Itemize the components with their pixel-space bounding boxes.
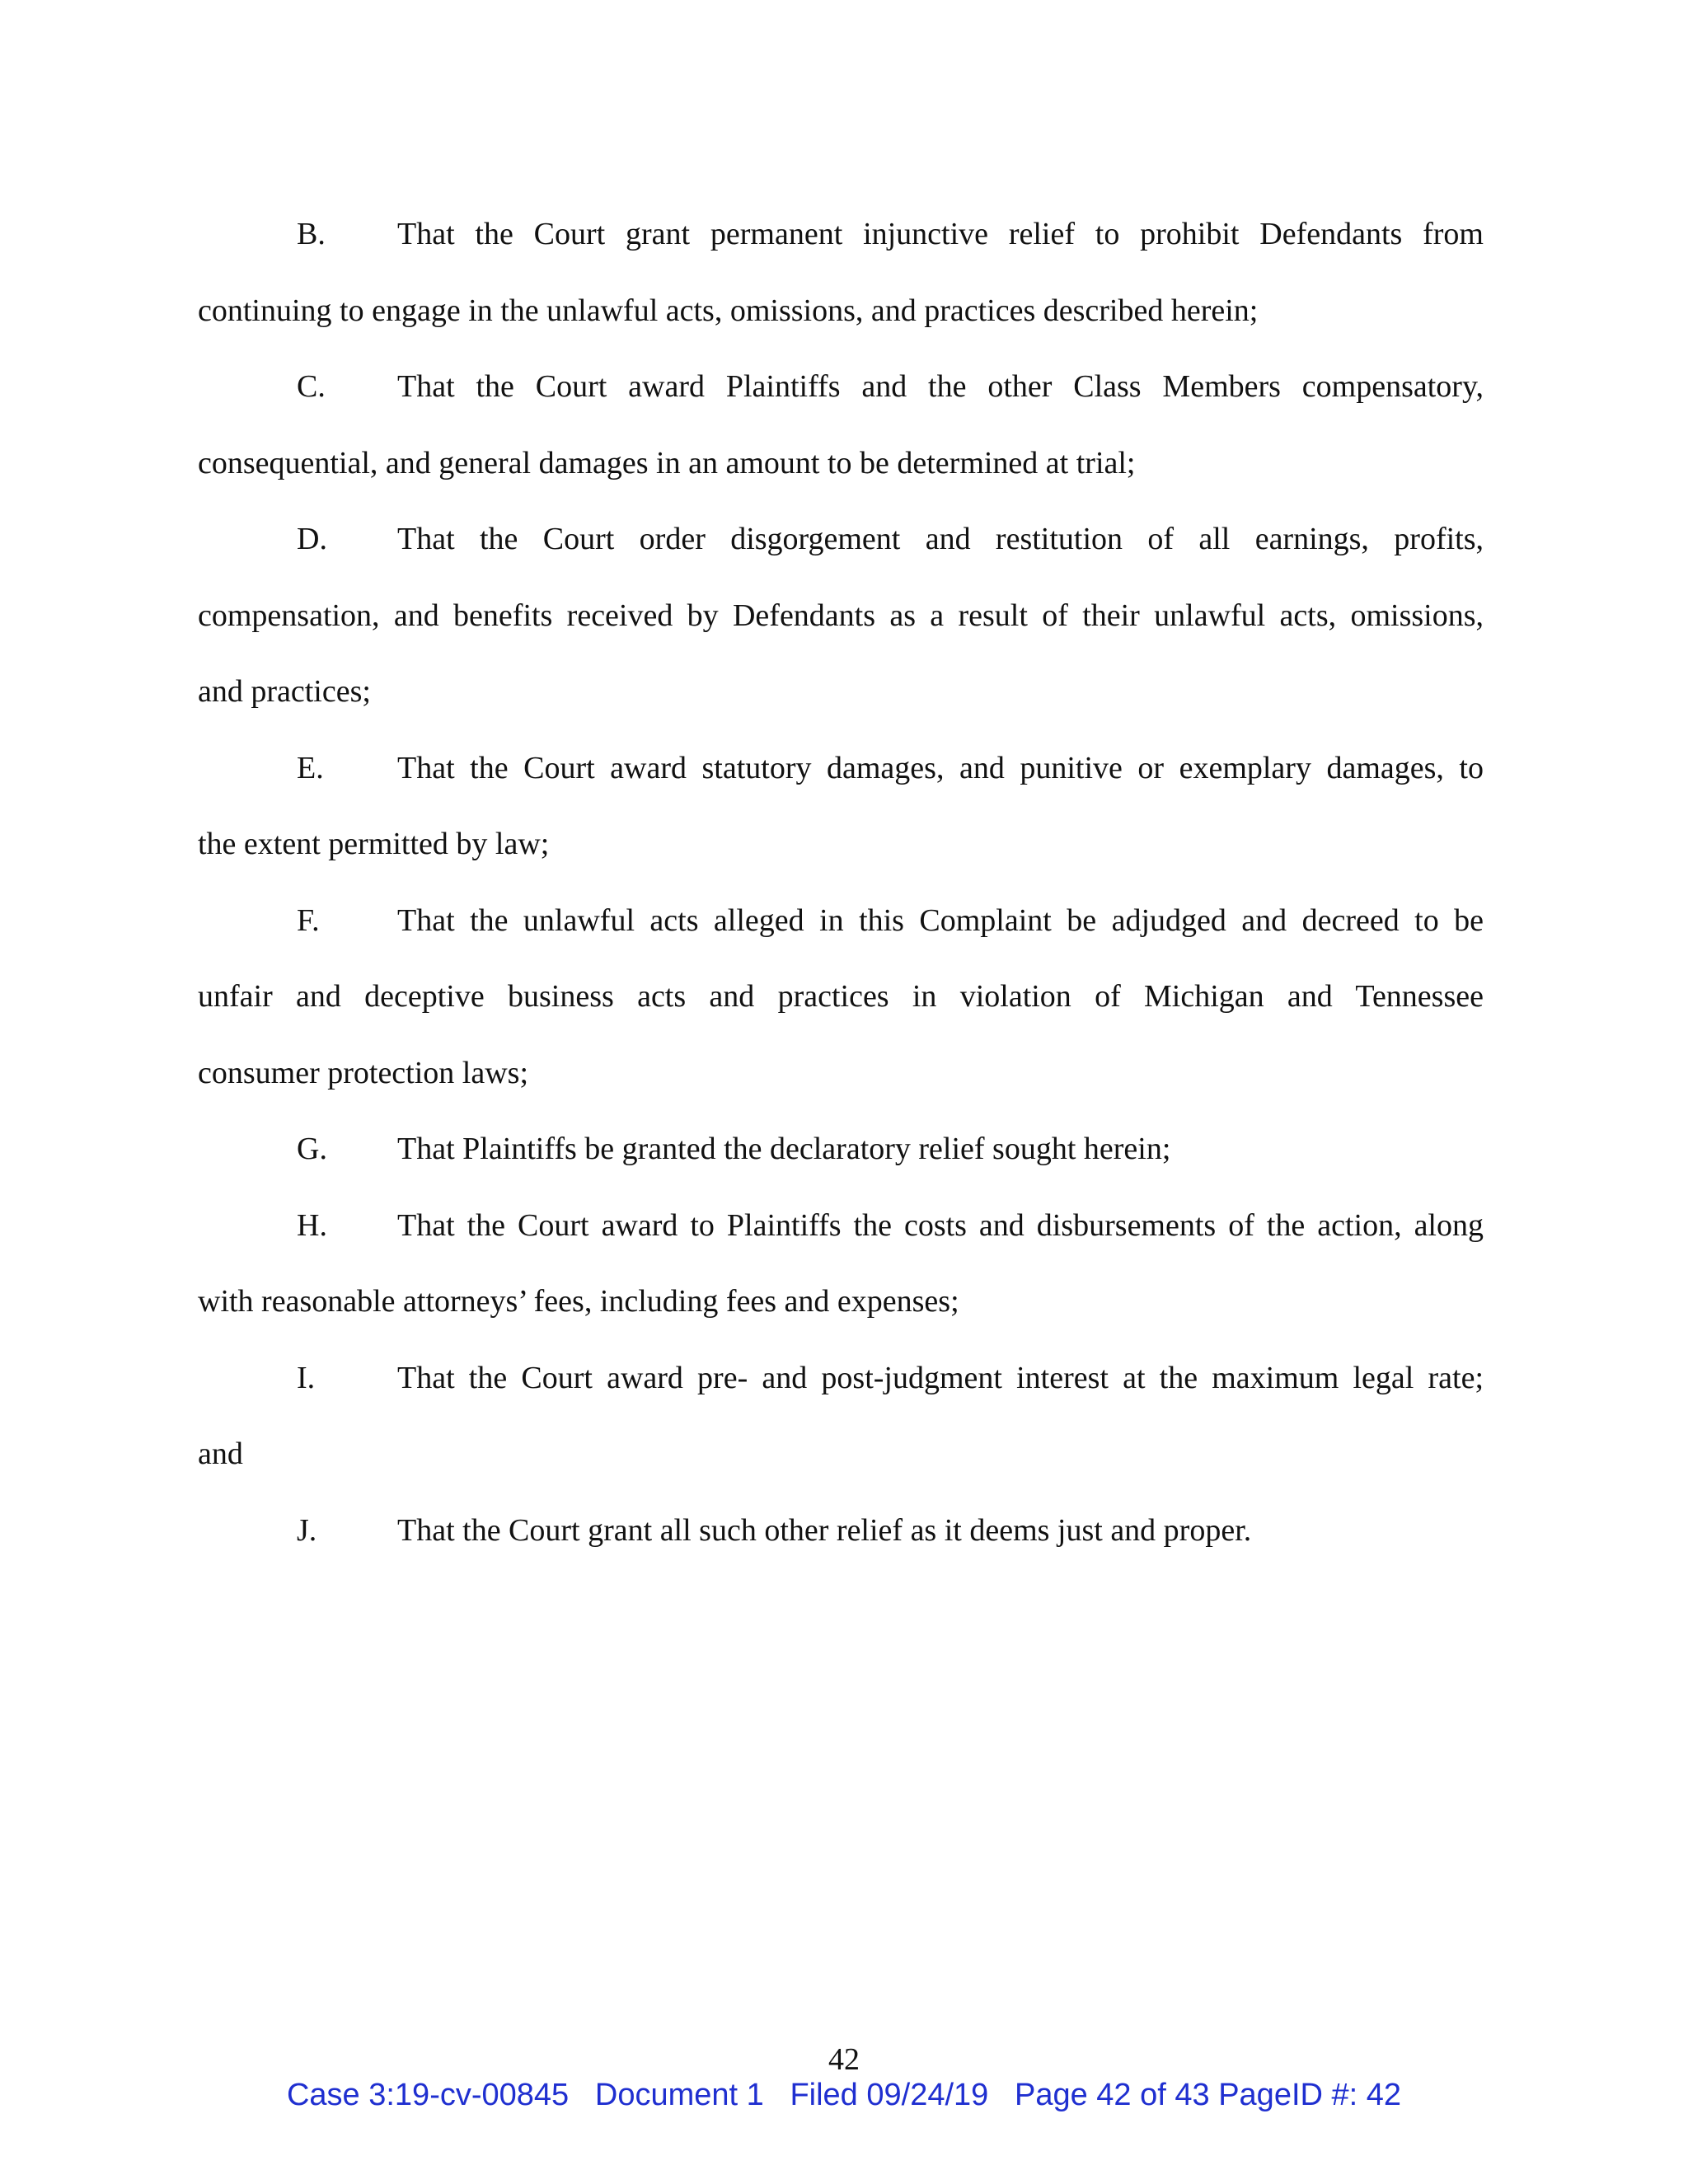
relief-item-continuation-line: continuing to engage in the unlawful acts, omissions, and practices described herein; (198, 293, 1259, 328)
relief-item-text: That Plaintiffs be granted the declaratory relief sought herein; (397, 1132, 1171, 1166)
relief-item (198, 1111, 1484, 1188)
stamp-page-count: Page 42 of 43 (1014, 2078, 1210, 2112)
relief-item-text: That the Court grant permanent injunctive relief to prohibit Defendants from (397, 217, 1484, 251)
stamp-filed-date: Filed 09/24/19 (790, 2078, 989, 2112)
relief-item-first-line (198, 730, 1484, 807)
relief-item-first-line (198, 1111, 1484, 1188)
relief-item-continuation-line: and practices; (198, 674, 371, 709)
relief-item (198, 883, 1484, 1112)
relief-item-continuation-line: with reasonable attorneys’ fees, including fees and expenses; (198, 1284, 959, 1319)
relief-item-first-line (198, 1340, 1484, 1417)
relief-item-text: That the Court award to Plaintiffs the costs and disbursements of the action, along (397, 1207, 1484, 1243)
relief-item (198, 501, 1484, 730)
relief-item-continuation (198, 806, 1484, 883)
relief-item-continuation-line: compensation, and benefits received by Defendants as a result of their unlawful acts, omissions, (198, 598, 1484, 633)
relief-item-marker: D. (297, 522, 327, 556)
relief-item-marker: I. (297, 1360, 316, 1395)
relief-item-text: That the Court award statutory damages, and punitive or exemplary damages, to (397, 750, 1484, 785)
relief-item-marker: J. (297, 1512, 317, 1548)
relief-item-continuation-line: unfair and deceptive business acts and practices in violation of Michigan and Tennessee (198, 979, 1484, 1014)
relief-item-marker: F. (297, 902, 320, 938)
relief-item-first-line (198, 1493, 1484, 1569)
court-filing-stamp (0, 2078, 1688, 2113)
relief-item (198, 196, 1484, 349)
relief-item-continuation-line: consumer protection laws; (198, 1055, 529, 1090)
relief-item-marker: C. (297, 369, 326, 404)
relief-item-text: That the unlawful acts alleged in this Complaint be adjudged and decreed to be (397, 902, 1484, 938)
relief-item-continuation (198, 1263, 1484, 1340)
relief-item-marker: H. (297, 1207, 327, 1243)
relief-item-continuation-line: consequential, and general damages in an amount to be determined at trial; (198, 445, 1136, 480)
relief-item-continuation (198, 273, 1484, 349)
relief-item (198, 730, 1484, 883)
relief-item (198, 1340, 1484, 1493)
relief-item-marker: B. (297, 217, 326, 251)
relief-item (198, 1493, 1484, 1569)
relief-item-first-line (198, 1188, 1484, 1264)
relief-item-continuation (198, 425, 1484, 502)
relief-item-marker: E. (297, 750, 324, 785)
relief-item-continuation (198, 1416, 1484, 1493)
relief-item-first-line (198, 349, 1484, 425)
relief-item-continuation-line: and (198, 1436, 243, 1471)
stamp-document: Document 1 (594, 2078, 764, 2112)
relief-item-text: That the Court order disgorgement and restitution of all earnings, profits, (397, 522, 1484, 556)
relief-item-continuation-line: the extent permitted by law; (198, 827, 550, 861)
prayer-for-relief-list (198, 196, 1484, 1568)
page-number: 42 (828, 2042, 860, 2077)
stamp-page-id: PageID #: 42 (1218, 2078, 1402, 2112)
relief-item (198, 349, 1484, 501)
stamp-case-number: Case 3:19-cv-00845 (286, 2078, 570, 2112)
relief-item-continuation (198, 578, 1484, 730)
relief-item-marker: G. (297, 1132, 327, 1166)
relief-item-first-line (198, 883, 1484, 959)
relief-item-text: That the Court grant all such other relief as it deems just and proper. (397, 1512, 1252, 1548)
relief-item-first-line (198, 501, 1484, 578)
relief-item-continuation (198, 958, 1484, 1111)
relief-item-first-line (198, 196, 1484, 273)
relief-item (198, 1188, 1484, 1340)
relief-item-text: That the Court award pre- and post-judgment interest at the maximum legal rate; (397, 1360, 1484, 1395)
relief-item-text: That the Court award Plaintiffs and the other Class Members compensatory, (397, 369, 1484, 404)
